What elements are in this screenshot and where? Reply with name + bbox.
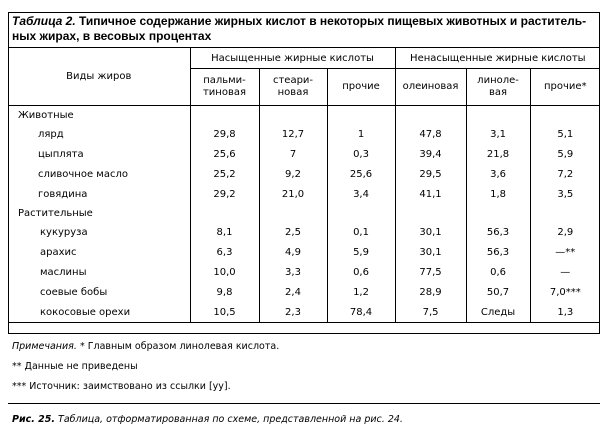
- figure-label: Рис. 25.: [12, 414, 55, 425]
- cell-value: 29,5: [395, 164, 466, 184]
- cell-value: 3,3: [259, 262, 327, 282]
- cell-value: 10,0: [190, 262, 259, 282]
- cell-value: 9,2: [259, 164, 327, 184]
- cell-value: 29,2: [190, 184, 259, 204]
- cell-value: 12,7: [259, 124, 327, 144]
- row-header-cell: Виды жиров: [8, 48, 190, 106]
- caption-number: Таблица 2.: [12, 14, 76, 28]
- cell-value: 7,0***: [530, 282, 600, 302]
- table-container: [8, 47, 600, 323]
- cell-value: 1,8: [466, 184, 530, 204]
- column-header-linoleic: линоле- вая: [466, 69, 530, 106]
- group-unsaturated: Ненасыщенные жирные кислоты: [395, 48, 600, 69]
- cell-value: 30,1: [395, 222, 466, 242]
- cell-value: 3,5: [530, 184, 600, 204]
- cell-value: Следы: [466, 302, 530, 323]
- cell-value: 2,3: [259, 302, 327, 323]
- cell-value: 10,5: [190, 302, 259, 323]
- fat-name: арахис: [40, 246, 77, 258]
- table-row: [8, 282, 600, 302]
- cell-value: 29,8: [190, 124, 259, 144]
- cell-value: 25,6: [190, 144, 259, 164]
- cell-value: 7,2: [530, 164, 600, 184]
- fat-name: маслины: [40, 266, 87, 278]
- cell-value: 1,3: [530, 302, 600, 323]
- caption-line-1: Типичное содержание жирных кислот в некоторых пищевых животных и раститель-: [79, 14, 587, 28]
- divider: [8, 403, 600, 404]
- cell-value: 21,0: [259, 184, 327, 204]
- fat-name: лярд: [38, 128, 64, 140]
- fat-name: соевые бобы: [40, 286, 108, 298]
- fat-name: кукуруза: [40, 226, 88, 238]
- cell-value: 4,9: [259, 242, 327, 262]
- note-3: *** Источник: заимствовано из ссылки [уу].: [12, 381, 231, 392]
- table-row: [8, 124, 600, 144]
- table-row: [8, 144, 600, 164]
- table-row: [8, 184, 600, 204]
- notes-label: Примечания.: [12, 341, 77, 352]
- note-1: * Главным образом линолевая кислота.: [79, 341, 280, 352]
- table-row: [8, 262, 600, 282]
- fat-name: кокосовые орехи: [8, 302, 190, 323]
- cell-value: 39,4: [395, 144, 466, 164]
- table-notes: [12, 337, 598, 397]
- cell-value: 25,6: [327, 164, 395, 184]
- category-label: Животные: [18, 109, 74, 121]
- table-caption: [12, 14, 598, 44]
- cell-value: 77,5: [395, 262, 466, 282]
- category-row-vegetable: [8, 204, 600, 222]
- cell-value: 7: [259, 144, 327, 164]
- cell-value: 5,9: [327, 242, 395, 262]
- cell-value: 7,5: [395, 302, 466, 323]
- cell-value: 56,3: [466, 242, 530, 262]
- cell-value: 2,5: [259, 222, 327, 242]
- column-header-other-saturated: прочие: [327, 69, 395, 106]
- cell-value: 25,2: [190, 164, 259, 184]
- cell-value: 0,6: [327, 262, 395, 282]
- cell-value: 0,3: [327, 144, 395, 164]
- cell-value: —: [530, 262, 600, 282]
- note-2: ** Данные не приведены: [12, 361, 138, 372]
- cell-value: 0,6: [466, 262, 530, 282]
- table-row: [8, 222, 600, 242]
- category-row-animal: [8, 106, 600, 125]
- cell-value: 47,8: [395, 124, 466, 144]
- cell-value: 1: [327, 124, 395, 144]
- cell-value: 1,2: [327, 282, 395, 302]
- cell-value: 5,9: [530, 144, 600, 164]
- column-header-oleic: олеиновая: [395, 69, 466, 106]
- category-label: Растительные: [18, 207, 93, 219]
- cell-value: 56,3: [466, 222, 530, 242]
- table-row: [8, 302, 600, 323]
- cell-value: 41,1: [395, 184, 466, 204]
- figure-text: Таблица, отформатированная по схеме, представленной на рис. 24.: [58, 414, 403, 425]
- cell-value: 2,9: [530, 222, 600, 242]
- fat-name: цыплята: [38, 148, 84, 160]
- cell-value: 0,1: [327, 222, 395, 242]
- cell-value: 78,4: [327, 302, 395, 323]
- cell-value: 6,3: [190, 242, 259, 262]
- header-row-groups: [8, 48, 600, 69]
- cell-value: 3,4: [327, 184, 395, 204]
- column-header-palmitic: пальми- тиновая: [190, 69, 259, 106]
- table-row: [8, 242, 600, 262]
- note-line-1: [12, 337, 598, 357]
- cell-value: 3,6: [466, 164, 530, 184]
- cell-value: 5,1: [530, 124, 600, 144]
- caption-line-2: ных жирах, в весовых процентах: [12, 29, 212, 43]
- cell-value: 3,1: [466, 124, 530, 144]
- cell-value: —**: [530, 242, 600, 262]
- group-saturated: Насыщенные жирные кислоты: [190, 48, 395, 69]
- figure-caption: [12, 414, 602, 425]
- table-row: [8, 164, 600, 184]
- fat-name: говядина: [38, 188, 88, 200]
- fatty-acid-table: [8, 47, 600, 323]
- cell-value: 50,7: [466, 282, 530, 302]
- column-header-other-unsaturated: прочие*: [530, 69, 600, 106]
- cell-value: 9,8: [190, 282, 259, 302]
- cell-value: 30,1: [395, 242, 466, 262]
- column-header-stearic: стеари- новая: [259, 69, 327, 106]
- cell-value: 21,8: [466, 144, 530, 164]
- fat-name: сливочное масло: [38, 168, 128, 180]
- cell-value: 8,1: [190, 222, 259, 242]
- cell-value: 2,4: [259, 282, 327, 302]
- cell-value: 28,9: [395, 282, 466, 302]
